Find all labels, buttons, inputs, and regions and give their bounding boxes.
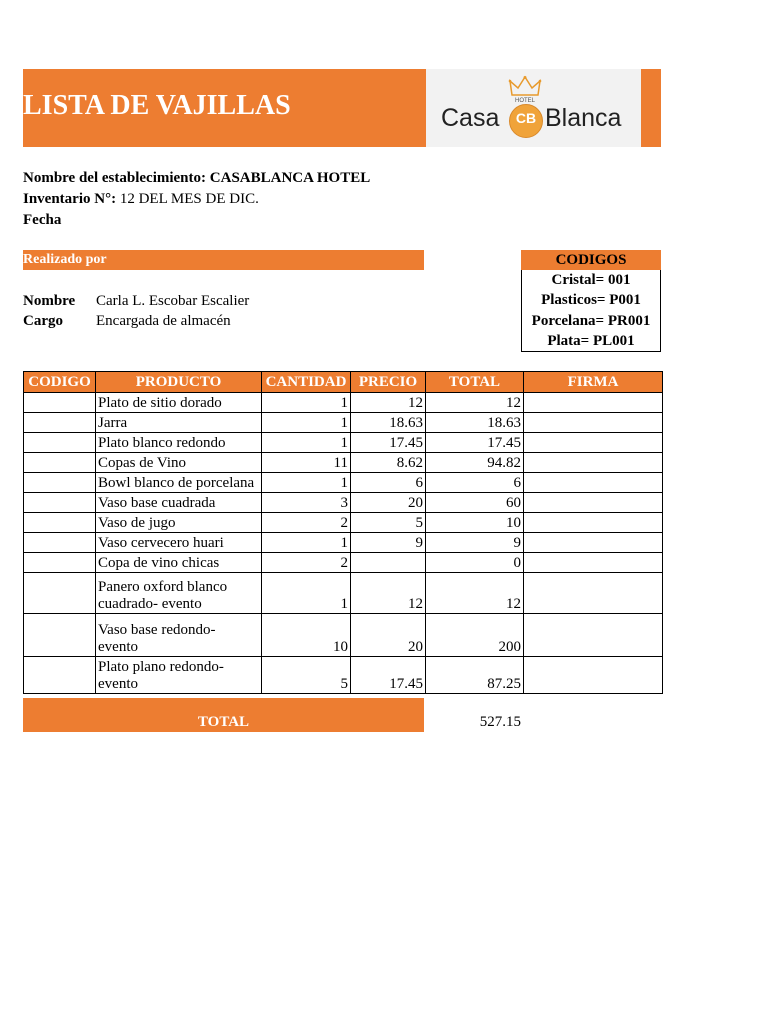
cell-firma [524, 553, 663, 573]
cell-total: 6 [426, 473, 524, 493]
logo-badge: HOTEL [514, 98, 535, 104]
table-row [24, 533, 663, 553]
cell-firma [524, 657, 663, 694]
header-cantidad: CANTIDAD [262, 372, 351, 393]
cell-producto: Copa de vino chicas [96, 553, 262, 573]
cell-codigo [24, 433, 96, 453]
cell-total: 200 [426, 614, 524, 657]
cell-producto: Plato plano redondo- evento [96, 657, 262, 694]
cell-total: 87.25 [426, 657, 524, 694]
cell-codigo [24, 553, 96, 573]
cell-producto: Bowl blanco de porcelana [96, 473, 262, 493]
header-codigo: CODIGO [24, 372, 96, 393]
cell-total: 12 [426, 573, 524, 614]
code-item: Plata= PL001 [547, 333, 635, 349]
table-row [24, 433, 663, 453]
cell-firma [524, 393, 663, 413]
cell-cantidad: 2 [262, 553, 351, 573]
cell-precio: 12 [351, 393, 426, 413]
cell-producto: Vaso base redondo- evento [96, 614, 262, 657]
table-row [24, 657, 663, 694]
cell-cantidad: 5 [262, 657, 351, 694]
table-row [24, 573, 663, 614]
cell-firma [524, 493, 663, 513]
cell-precio: 20 [351, 493, 426, 513]
table-row [24, 513, 663, 533]
cell-firma [524, 513, 663, 533]
cell-cantidad: 11 [262, 453, 351, 473]
table-row [24, 553, 663, 573]
table-header-row [24, 372, 663, 393]
cell-producto: Vaso cervecero huari [96, 533, 262, 553]
code-item: Plasticos= P001 [541, 292, 641, 308]
cell-total: 60 [426, 493, 524, 513]
establishment-label: Nombre del establecimiento: [23, 170, 207, 186]
cell-firma [524, 614, 663, 657]
realizado-title: Realizado por [23, 252, 107, 267]
cell-firma [524, 453, 663, 473]
cell-producto: Copas de Vino [96, 453, 262, 473]
cell-precio: 5 [351, 513, 426, 533]
cell-codigo [24, 513, 96, 533]
codes-title: CODIGOS [521, 250, 661, 270]
cell-codigo [24, 657, 96, 694]
cell-codigo [24, 614, 96, 657]
logo-text-casa: Casa [441, 104, 500, 132]
items-table [23, 371, 663, 694]
date-line [23, 212, 61, 229]
cell-codigo [24, 533, 96, 553]
code-item: Cristal= 001 [551, 272, 631, 288]
cell-codigo [24, 493, 96, 513]
cell-total: 9 [426, 533, 524, 553]
cell-precio: 17.45 [351, 657, 426, 694]
cell-cantidad: 1 [262, 473, 351, 493]
cell-total: 94.82 [426, 453, 524, 473]
cell-codigo [24, 473, 96, 493]
cell-cantidad: 3 [262, 493, 351, 513]
cell-precio: 18.63 [351, 413, 426, 433]
table-row [24, 493, 663, 513]
crown-icon [508, 75, 542, 99]
header-producto: PRODUCTO [96, 372, 262, 393]
table-row [24, 473, 663, 493]
cell-firma [524, 433, 663, 453]
page-title: LISTA DE VAJILLAS [23, 90, 291, 121]
cell-cantidad: 1 [262, 393, 351, 413]
cell-cantidad: 1 [262, 433, 351, 453]
cell-precio: 12 [351, 573, 426, 614]
header-firma: FIRMA [524, 372, 663, 393]
name-value: Carla L. Escobar Escalier [96, 293, 250, 309]
cell-firma [524, 473, 663, 493]
cell-producto: Plato de sitio dorado [96, 393, 262, 413]
cell-firma [524, 413, 663, 433]
cell-total: 10 [426, 513, 524, 533]
cell-precio: 9 [351, 533, 426, 553]
cell-producto: Vaso de jugo [96, 513, 262, 533]
name-label: Nombre [23, 293, 76, 309]
cell-precio [351, 553, 426, 573]
cell-precio: 20 [351, 614, 426, 657]
logo-text-blanca: Blanca [545, 104, 622, 132]
code-item: Porcelana= PR001 [531, 313, 651, 329]
total-label: TOTAL [197, 714, 250, 730]
cell-total: 18.63 [426, 413, 524, 433]
cell-codigo [24, 573, 96, 614]
establishment-value: CASABLANCA HOTEL [209, 170, 371, 186]
table-row [24, 453, 663, 473]
cell-cantidad: 10 [262, 614, 351, 657]
cell-total: 17.45 [426, 433, 524, 453]
role-value: Encargada de almacén [96, 313, 231, 329]
role-label: Cargo [23, 313, 63, 329]
cell-codigo [24, 453, 96, 473]
cell-precio: 8.62 [351, 453, 426, 473]
header-total: TOTAL [426, 372, 524, 393]
cell-cantidad: 1 [262, 413, 351, 433]
inventory-line [23, 191, 259, 208]
cell-precio: 17.45 [351, 433, 426, 453]
total-value: 527.15 [479, 714, 521, 730]
header-precio: PRECIO [351, 372, 426, 393]
cell-producto: Jarra [96, 413, 262, 433]
logo-monogram: CB [515, 110, 537, 126]
cell-producto: Vaso base cuadrada [96, 493, 262, 513]
cell-total: 12 [426, 393, 524, 413]
inventory-label: Inventario N°: [23, 191, 117, 207]
table-row [24, 413, 663, 433]
establishment-line [23, 170, 370, 187]
cell-cantidad: 2 [262, 513, 351, 533]
cell-cantidad: 1 [262, 573, 351, 614]
cell-producto: Panero oxford blanco cuadrado- evento [96, 573, 262, 614]
banner-edge [641, 69, 661, 147]
cell-codigo [24, 413, 96, 433]
cell-firma [524, 573, 663, 614]
date-label: Fecha [23, 212, 62, 228]
cell-cantidad: 1 [262, 533, 351, 553]
inventory-value: 12 DEL MES DE DIC. [119, 191, 259, 207]
table-row [24, 614, 663, 657]
cell-producto: Plato blanco redondo [96, 433, 262, 453]
cell-codigo [24, 393, 96, 413]
cell-total: 0 [426, 553, 524, 573]
table-row [24, 393, 663, 413]
cell-precio: 6 [351, 473, 426, 493]
cell-firma [524, 533, 663, 553]
